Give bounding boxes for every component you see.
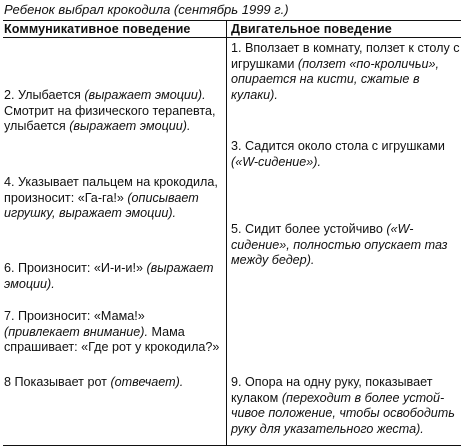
entry-note: (привлекает внимание). bbox=[4, 324, 148, 339]
entry-text: 1. Вползает в комнату, ползет к столу с игрушками bbox=[231, 41, 460, 71]
entry-note: (описывает игрушку, выражает эмоции). bbox=[4, 190, 199, 220]
entry-text: 2. Улыбается bbox=[4, 88, 85, 102]
communicative-entry-6 bbox=[4, 261, 222, 292]
entry-note: («W-сидение»). bbox=[231, 154, 321, 169]
column-divider bbox=[226, 21, 227, 445]
table-caption: Ребенок выбрал крокодила (сентябрь 1999 г.) bbox=[4, 2, 289, 17]
document-page bbox=[3, 0, 461, 448]
communicative-entry-8 bbox=[4, 375, 222, 391]
header-rule bbox=[3, 37, 461, 38]
motor-entry-3 bbox=[231, 139, 463, 170]
table-top-rule bbox=[3, 20, 461, 21]
entry-text: Смотрит на физического терапевта, улыбается bbox=[4, 103, 216, 133]
entry-text: 3. Садится около стола с игрушками bbox=[231, 139, 445, 153]
entry-note: (отвечает). bbox=[110, 375, 184, 389]
entry-text: 6. Произносит: «И-и-и!» bbox=[4, 261, 147, 275]
entry-note: (выражает эмоции). bbox=[69, 119, 191, 133]
entry-text: Мама спрашивает: «Где рот у крокодила?» bbox=[4, 324, 220, 354]
entry-note: (выражает эмоции). bbox=[84, 88, 206, 102]
entry-note: (ползет «по-кроличьи», опирается на кисти, сжатые в кулаки). bbox=[231, 56, 439, 102]
communicative-entry-2 bbox=[4, 88, 222, 135]
motor-entry-9 bbox=[231, 375, 463, 437]
entry-note: («W-сидение», полностью опускает таз между бедер). bbox=[231, 222, 448, 267]
entry-note: (выражает эмоции). bbox=[4, 261, 214, 291]
header-communicative: Коммуникативное поведение bbox=[4, 22, 191, 36]
header-motor: Двигательное поведение bbox=[231, 22, 392, 36]
entry-text: 5. Сидит более устойчиво bbox=[231, 222, 387, 236]
communicative-entry-4 bbox=[4, 175, 222, 222]
motor-entry-5 bbox=[231, 222, 463, 269]
entry-text: 4. Указывает пальцем на крокодила, произносит: «Га-га!» bbox=[4, 175, 218, 205]
communicative-entry-7 bbox=[4, 309, 222, 356]
entry-note: (переходит в более устойчивое положение, чтобы освободить руку для указательного жеста). bbox=[231, 390, 455, 436]
motor-entry-1 bbox=[231, 41, 463, 103]
table-bottom-rule bbox=[3, 445, 461, 446]
entry-text: 9. Опора на одну руку, показывает кулаком bbox=[231, 375, 433, 405]
entry-text: 7. Произносит: «Мама!» bbox=[4, 309, 145, 323]
entry-text: 8 Показывает рот bbox=[4, 375, 111, 389]
